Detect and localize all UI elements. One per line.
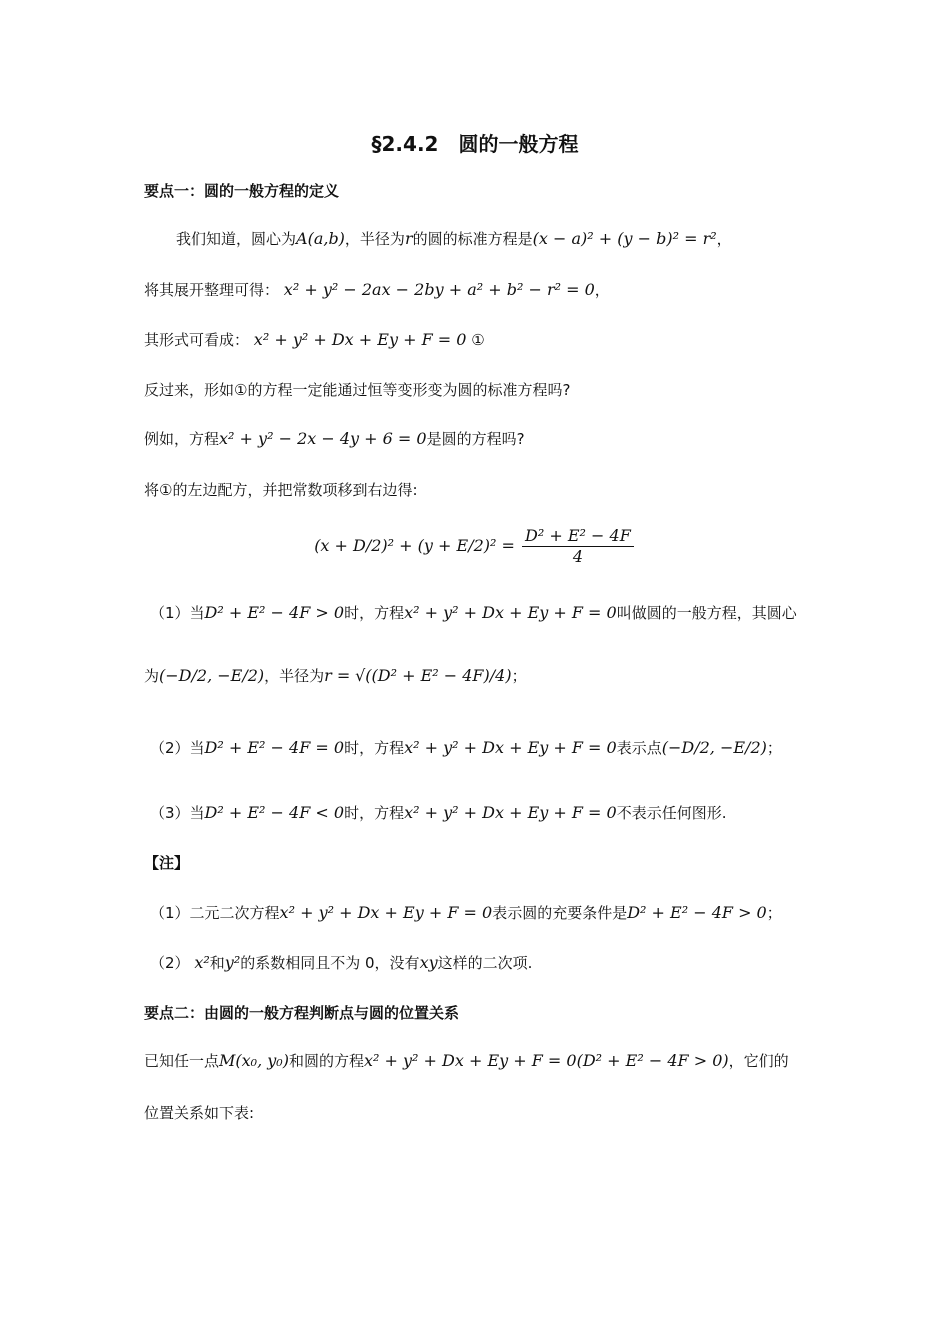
text: （2）当 xyxy=(150,739,205,757)
text: 已知任一点 xyxy=(144,1052,220,1070)
math-condition: D² + E² − 4F = 0 xyxy=(204,738,345,757)
paragraph-general-form xyxy=(144,329,485,351)
math-condition: D² + E² − 4F > 0 xyxy=(627,903,767,922)
text: （3）当 xyxy=(150,804,205,822)
text: ，它们的 xyxy=(728,1052,789,1070)
math-equation: x² + y² + Dx + Ey + F = 0 xyxy=(404,803,617,822)
math-radius: r xyxy=(404,229,413,248)
math-standard-eq: (x − a)² + (y − b)² = r² xyxy=(532,229,717,248)
math-center-point: (−D/2, −E/2) xyxy=(159,666,265,685)
formula-completed-square xyxy=(0,526,950,567)
math-equation: x² + y² + Dx + Ey + F = 0 xyxy=(279,903,493,922)
text: （2） xyxy=(150,954,190,972)
math-general-eq: x² + y² + Dx + Ey + F = 0 xyxy=(253,330,467,349)
text: 和 xyxy=(209,954,225,972)
math-condition: D² + E² − 4F > 0 xyxy=(204,603,345,622)
text: 时，方程 xyxy=(344,739,405,757)
text: 是圆的方程吗? xyxy=(426,430,525,448)
math-example-eq: x² + y² − 2x − 4y + 6 = 0 xyxy=(219,429,427,448)
page-title: §2.4.2 圆的一般方程 xyxy=(371,132,579,156)
math-x-squared: x² xyxy=(194,953,210,972)
math-equation: x² + y² + Dx + Ey + F = 0 xyxy=(404,738,617,757)
math-y-squared: y² xyxy=(224,953,241,972)
section-heading-2: 要点二：由圆的一般方程判断点与圆的位置关系 xyxy=(144,1004,460,1022)
math-xy: xy xyxy=(419,953,438,972)
paragraph-question: 反过来，形如①的方程一定能通过恒等变形变为圆的标准方程吗? xyxy=(144,381,571,399)
text: （1）二元二次方程 xyxy=(150,904,280,922)
fraction-denominator: 4 xyxy=(572,547,584,566)
text: ； xyxy=(511,667,527,685)
paragraph-standard-equation xyxy=(176,228,732,250)
math-equation: x² + y² + Dx + Ey + F = 0 xyxy=(404,603,617,622)
text: 时，方程 xyxy=(344,604,405,622)
paragraph-table-intro: 位置关系如下表: xyxy=(144,1104,255,1122)
text: 和圆的方程 xyxy=(288,1052,364,1070)
text: ； xyxy=(766,739,782,757)
note-1 xyxy=(150,902,782,924)
text: 的圆的标准方程是 xyxy=(412,230,533,248)
text: 例如，方程 xyxy=(144,430,220,448)
case-1-continued xyxy=(144,665,527,687)
text: 时，方程 xyxy=(344,804,405,822)
text: ， xyxy=(716,230,732,248)
math-condition: D² + E² − 4F < 0 xyxy=(204,803,345,822)
math-radius-label: r = xyxy=(324,666,351,685)
section-heading-1: 要点一：圆的一般方程的定义 xyxy=(144,182,340,200)
paragraph-example xyxy=(144,428,525,450)
text: 将其展开整理可得： xyxy=(144,281,280,299)
note-heading: 【注】 xyxy=(144,854,190,872)
math-expanded-eq: x² + y² − 2ax − 2by + a² + b² − r² = 0 xyxy=(283,280,595,299)
formula-fraction xyxy=(522,526,634,567)
text: （1）当 xyxy=(150,604,205,622)
equals: = xyxy=(501,536,515,555)
math-point-m: M(x₀, y₀) xyxy=(219,1051,289,1070)
text: 不表示任何图形. xyxy=(616,804,727,822)
formula-left: (x + D/2)² + (y + E/2)² xyxy=(314,536,497,555)
circled-one: ① xyxy=(471,331,485,349)
text: ， xyxy=(594,281,610,299)
math-radius-formula: √((D² + E² − 4F)/4) xyxy=(355,666,512,685)
text: 表示圆的充要条件是 xyxy=(492,904,628,922)
case-3 xyxy=(150,802,727,824)
text: 其形式可看成： xyxy=(144,331,250,349)
case-2 xyxy=(150,737,782,759)
case-1 xyxy=(150,602,797,624)
math-point: (−D/2, −E/2) xyxy=(661,738,767,757)
note-2 xyxy=(150,952,532,974)
paragraph-complete-square: 将①的左边配方，并把常数项移到右边得: xyxy=(144,481,418,499)
math-center: A(a,b) xyxy=(296,229,345,248)
text: 为 xyxy=(144,667,160,685)
text: 这样的二次项. xyxy=(437,954,533,972)
text: 叫做圆的一般方程，其圆心 xyxy=(616,604,797,622)
text: 表示点 xyxy=(616,739,662,757)
text: ； xyxy=(766,904,782,922)
paragraph-expanded xyxy=(144,279,610,301)
text: ，半径为 xyxy=(344,230,405,248)
text: 的系数相同且不为 0，没有 xyxy=(240,954,420,972)
text: 我们知道，圆心为 xyxy=(176,230,297,248)
math-circle-eq: x² + y² + Dx + Ey + F = 0(D² + E² − 4F > 0) xyxy=(363,1051,729,1070)
text: ，半径为 xyxy=(264,667,325,685)
fraction-numerator: D² + E² − 4F xyxy=(522,526,634,547)
paragraph-point-position xyxy=(144,1050,789,1072)
